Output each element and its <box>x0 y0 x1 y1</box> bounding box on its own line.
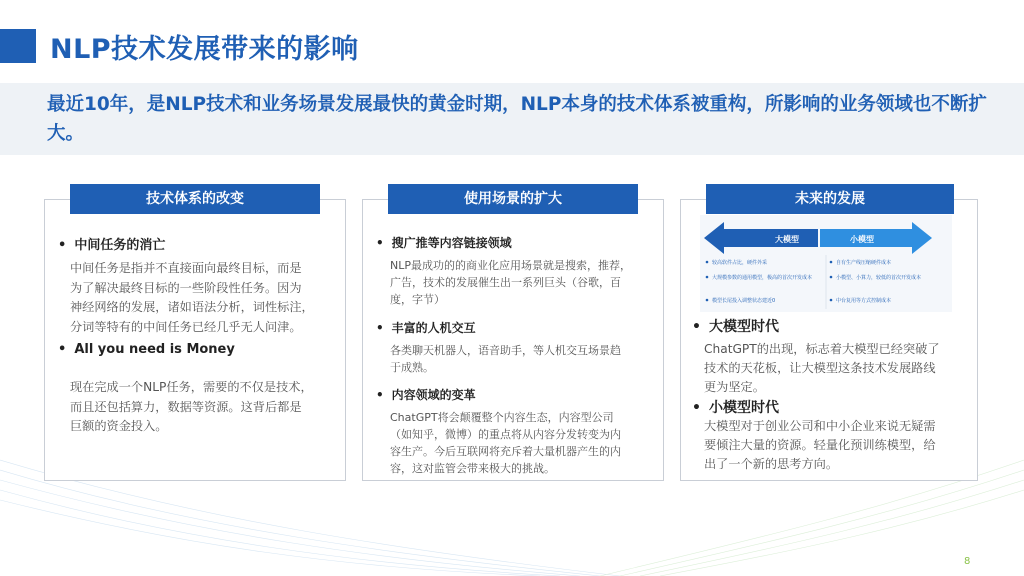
bullet-text: NLP最成功的的商业化应用场景就是搜索，推荐， 广告，技术的发展催生出一系列巨头（谷歌，百 度，字节） <box>390 259 631 306</box>
bullet-text: 现在完成一个NLP任务，需要的不仅是技术， 而且还包括算力，数据等资源。这背后都是 巨额的资金投入。 <box>70 380 313 433</box>
bullet-text: 大模型对于创业公司和中小企业来说无疑需 要倾注大量的资源。轻量化预训练模型，给 出了一个新的思考方向。 <box>704 419 936 471</box>
bullet-heading: • All you need is Money <box>58 342 235 357</box>
panel-header-use-cases: 使用场景的扩大 <box>388 184 638 214</box>
title-accent-bar <box>0 29 36 63</box>
bullet-heading: • 大模型时代 <box>692 316 779 336</box>
bullet-heading: • 中间任务的消亡 <box>58 234 165 253</box>
bullet-heading: • 丰富的人机交互 <box>376 319 476 336</box>
bullet-text: ChatGPT的出现，标志着大模型已经突破了 技术的天花板，让大模型这条技术发展路线 更为坚定。 <box>704 342 940 394</box>
right-point: 小模型、小算力，较低的首次开发成本 <box>836 275 922 281</box>
bullet-heading: • 内容领域的变革 <box>376 386 476 403</box>
right-point: 自有生产线压缩硬件成本 <box>836 260 892 266</box>
right-point: 中台复用等方式控制成本 <box>836 298 892 304</box>
panel-header-tech-system: 技术体系的改变 <box>70 184 320 214</box>
panel-header-future: 未来的发展 <box>706 184 954 214</box>
model-comparison-graphic <box>700 215 952 312</box>
bullet-heading: • 小模型时代 <box>692 397 779 417</box>
left-point: 大规模参数的通用模型，极高的首次开发成本 <box>712 275 813 281</box>
page-number: 8 <box>964 556 971 567</box>
right-arrow-label: 小模型 <box>850 235 874 244</box>
bullet-heading: • 搜广推等内容链接领域 <box>376 234 512 251</box>
left-point: 模型长尾投入调整状态建近0 <box>712 298 776 304</box>
left-point: 较高软件占比，硬件外采 <box>712 260 768 266</box>
bullet-text: 中间任务是指并不直接面向最终目标，而是 为了解决最终目标的一些阶段性任务。因为 神经网络的发展，诸如语法分析，词性标注， 分词等特有的中间任务已经几乎无人问津。 <box>70 261 314 334</box>
page-title: NLP技术发展带来的影响 <box>50 34 359 65</box>
bullet-text: ChatGPT将会颠覆整个内容生态，内容型公司 （如知乎，微博）的重点将从内容分发转变为内 容生产。今后互联网将充斥着大量机器产生的内 容，这对监管会带来极大的挑战。 <box>390 411 621 475</box>
bullet-text: 各类聊天机器人，语音助手，等人机交互场景趋 于成熟。 <box>390 344 621 374</box>
left-arrow-label: 大模型 <box>775 235 799 244</box>
banner-text: 最近10年，是NLP技术和业务场景发展最快的黄金时期，NLP本身的技术体系被重构，所影响的业务领域也不断扩大。 <box>47 94 987 144</box>
